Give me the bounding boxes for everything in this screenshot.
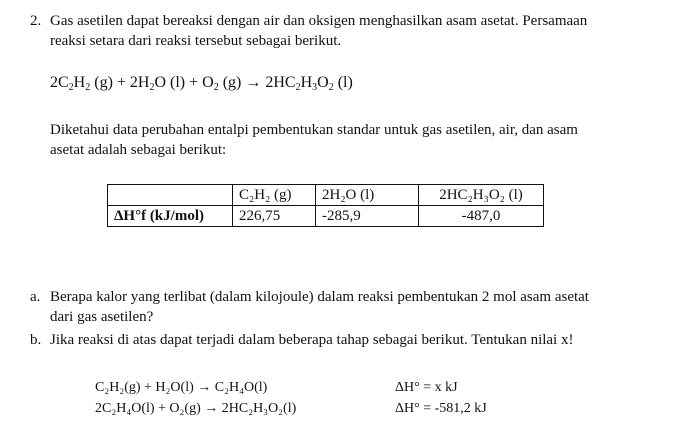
table-row [108, 206, 544, 227]
reaction-arrow: → [245, 74, 262, 91]
enthalpy-table [107, 184, 544, 227]
part-b-label: b. [30, 332, 42, 348]
step-equation-1: C₂H₂(g) + H₂O(l) → C₂H₄O(l) [95, 380, 268, 395]
table-cell: -487,0 [419, 206, 544, 227]
table-header-cell: 2H₂O (l) [316, 185, 419, 206]
part-a-line-1: Berapa kalor yang terlibat (dalam kilojoule) dalam reaksi pembentukan 2 mol asam asetat [50, 289, 589, 305]
table-row-label: ΔH°f (kJ/mol) [108, 206, 233, 227]
data-text-line-1: Diketahui data perubahan entalpi pembentukan standar untuk gas asetilen, air, dan asam [50, 122, 578, 138]
part-b-line-1: Jika reaksi di atas dapat terjadi dalam beberapa tahap sebagai berikut. Tentukan nilai x! [50, 332, 574, 348]
table-header-cell: 2HC₂H₃O₂ (l) [419, 185, 544, 206]
table-header-row [108, 185, 544, 206]
question-number: 2. [30, 13, 42, 29]
step-enthalpy-1: ΔH° = x kJ [395, 380, 458, 395]
table-header-cell: C₂H₂ (g) [233, 185, 316, 206]
table-cell: 226,75 [233, 206, 316, 227]
part-a-label: a. [30, 289, 41, 305]
main-equation: $2C_2H_2$ $(g) + 2H_2O$ $(l) + O_2$ $(g) \to 2HC_2H_3O_2$ (l) [50, 74, 353, 93]
step-equation-2: 2C₂H₄O(l) + O₂(g) → 2HC₂H₃O₂(l) [95, 401, 297, 416]
step-enthalpy-2: ΔH° = -581,2 kJ [395, 401, 487, 416]
table-cell: -285,9 [316, 206, 419, 227]
part-a-line-2: dari gas asetilen? [50, 309, 154, 325]
intro-line-1: Gas asetilen dapat bereaksi dengan air dan oksigen menghasilkan asam asetat. Persamaan [50, 13, 588, 29]
table-header-cell [108, 185, 233, 206]
data-text-line-2: asetat adalah sebagai berikut: [50, 142, 227, 158]
intro-line-2: reaksi setara dari reaksi tersebut sebagai berikut. [50, 33, 342, 49]
